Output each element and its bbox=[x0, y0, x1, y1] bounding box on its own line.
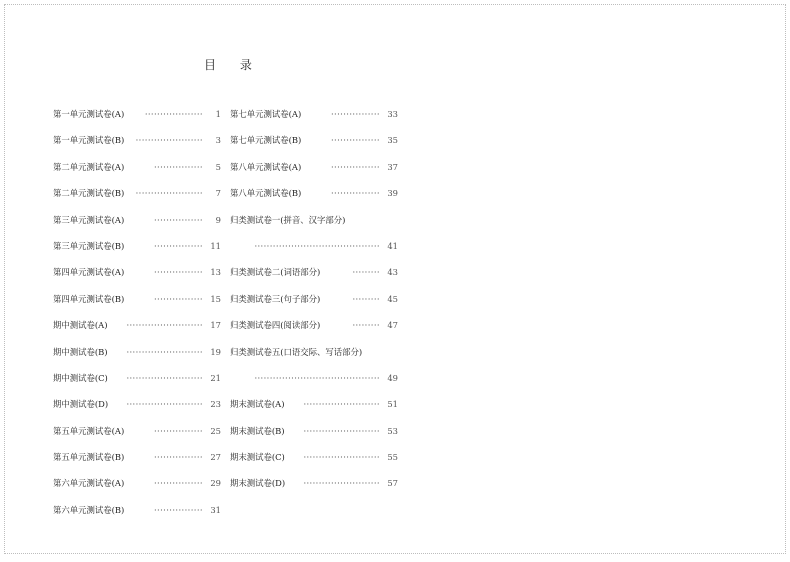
toc-entry-page-number: 21 bbox=[210, 372, 221, 383]
leader-dots: ························· bbox=[303, 399, 380, 410]
leader-dots: ········· bbox=[352, 293, 380, 304]
toc-entry-label: 归类测试卷三(句子部分) bbox=[230, 293, 321, 304]
toc-entry-leader bbox=[254, 239, 398, 253]
toc-entry-label: 归类测试卷一(拼音、汉字部分) bbox=[230, 214, 346, 225]
toc-entry-leader bbox=[352, 292, 398, 306]
toc-entry[interactable] bbox=[230, 424, 398, 450]
leader-dots: ······················ bbox=[135, 135, 203, 146]
toc-entry-label: 第一单元测试卷(B) bbox=[53, 135, 125, 146]
leader-dots: ················ bbox=[154, 267, 203, 278]
toc-entry-page-number: 41 bbox=[387, 240, 398, 251]
toc-entry-leader bbox=[303, 397, 398, 411]
toc-entry-label: 第二单元测试卷(B) bbox=[53, 188, 125, 199]
leader-dots: ················ bbox=[331, 135, 380, 146]
leader-dots: ················ bbox=[154, 452, 203, 463]
toc-entry-page-number: 35 bbox=[387, 135, 398, 146]
leader-dots: ················ bbox=[154, 161, 203, 172]
toc-entry[interactable] bbox=[230, 318, 398, 344]
leader-dots: ················ bbox=[154, 504, 203, 515]
toc-entry-page-number: 37 bbox=[387, 161, 398, 172]
toc-entry[interactable] bbox=[53, 265, 221, 291]
toc-entry-page-number: 29 bbox=[210, 478, 221, 489]
toc-entry-page-number: 33 bbox=[387, 109, 398, 119]
toc-entry[interactable] bbox=[53, 476, 221, 502]
leader-dots: ························· bbox=[126, 399, 203, 410]
toc-entry-page-number: 55 bbox=[387, 452, 398, 463]
toc-entry[interactable] bbox=[53, 133, 221, 159]
toc-entry[interactable] bbox=[53, 292, 221, 318]
leader-dots: ························· bbox=[303, 478, 380, 489]
toc-entry[interactable] bbox=[53, 345, 221, 371]
toc-entry[interactable] bbox=[53, 239, 221, 265]
toc-entry-leader bbox=[154, 450, 221, 464]
toc-entry-leader bbox=[331, 133, 398, 147]
toc-entry-label: 第一单元测试卷(A) bbox=[53, 109, 125, 119]
toc-entry-page-number: 7 bbox=[215, 188, 221, 199]
toc-entry-leader bbox=[303, 424, 398, 438]
toc-entry-label: 第二单元测试卷(A) bbox=[53, 161, 125, 172]
toc-entry-label: 期末测试卷(C) bbox=[230, 452, 285, 463]
leader-dots: ················ bbox=[331, 188, 380, 199]
toc-entry[interactable] bbox=[53, 424, 221, 450]
toc-entry[interactable] bbox=[230, 397, 398, 423]
leader-dots: ························· bbox=[303, 425, 380, 436]
leader-dots: ················ bbox=[154, 214, 203, 225]
toc-entry-page-number: 19 bbox=[210, 346, 221, 357]
toc-entry-page-number: 31 bbox=[210, 504, 221, 515]
toc-entry[interactable] bbox=[53, 186, 221, 212]
toc-entry[interactable] bbox=[230, 213, 398, 239]
leader-dots: ········································· bbox=[254, 372, 380, 383]
toc-entry-label: 期中测试卷(A) bbox=[53, 320, 108, 331]
toc-entry-page-number: 11 bbox=[210, 240, 221, 251]
leader-dots: ······················ bbox=[135, 188, 203, 199]
toc-entry-label: 第七单元测试卷(B) bbox=[230, 135, 302, 146]
toc-entry-label: 第八单元测试卷(A) bbox=[230, 161, 302, 172]
toc-entry-label: 第三单元测试卷(B) bbox=[53, 240, 125, 251]
toc-entry-page-number: 17 bbox=[210, 320, 221, 331]
toc-entry-leader bbox=[126, 371, 221, 385]
toc-entry-page-number: 5 bbox=[215, 161, 221, 172]
toc-entry-page-number: 53 bbox=[387, 425, 398, 436]
toc-entry-leader bbox=[154, 213, 221, 227]
toc-entry-leader bbox=[136, 133, 221, 147]
toc-entry-label: 归类测试卷五(口语交际、写话部分) bbox=[230, 346, 363, 357]
toc-entry-label: 第五单元测试卷(B) bbox=[53, 452, 125, 463]
toc-entry[interactable] bbox=[230, 265, 398, 291]
leader-dots: ········································· bbox=[254, 240, 380, 251]
toc-entry-leader bbox=[303, 450, 398, 464]
leader-dots: ········· bbox=[352, 320, 380, 331]
toc-entry-page-number: 51 bbox=[387, 399, 398, 410]
toc-entry-leader bbox=[380, 345, 398, 359]
toc-entry-leader bbox=[126, 397, 221, 411]
toc-column-left bbox=[53, 107, 221, 529]
toc-entry-label: 期中测试卷(B) bbox=[53, 346, 108, 357]
toc-entry-label: 期中测试卷(D) bbox=[53, 399, 109, 410]
toc-entry[interactable] bbox=[230, 107, 398, 133]
toc-title: 目 录 bbox=[204, 58, 262, 72]
toc-entry[interactable] bbox=[230, 186, 398, 212]
toc-entry-leader bbox=[154, 160, 221, 174]
toc-entry[interactable] bbox=[230, 345, 398, 371]
toc-entry-leader bbox=[154, 292, 221, 306]
toc-entry-label: 第五单元测试卷(A) bbox=[53, 425, 125, 436]
leader-dots: ················ bbox=[331, 161, 380, 172]
toc-entry-leader bbox=[154, 265, 221, 279]
toc-entry[interactable] bbox=[53, 318, 221, 344]
toc-entry-label: 期中测试卷(C) bbox=[53, 372, 108, 383]
toc-entry-leader bbox=[380, 213, 398, 227]
toc-entry[interactable] bbox=[53, 450, 221, 476]
leader-dots: ························· bbox=[126, 346, 203, 357]
toc-entry-page-number: 13 bbox=[210, 267, 221, 278]
toc-column-right bbox=[230, 107, 398, 503]
toc-entry-page-number: 39 bbox=[387, 188, 398, 199]
toc-entry-label: 第七单元测试卷(A) bbox=[230, 109, 302, 119]
toc-entry[interactable] bbox=[230, 160, 398, 186]
toc-entry-label: 第三单元测试卷(A) bbox=[53, 214, 125, 225]
leader-dots: ········· bbox=[352, 267, 380, 278]
toc-entry-page-number: 3 bbox=[215, 135, 221, 146]
toc-entry-label: 期末测试卷(B) bbox=[230, 425, 285, 436]
leader-dots: ················ bbox=[154, 478, 203, 489]
toc-entry-leader bbox=[254, 371, 398, 385]
toc-entry-page-number: 49 bbox=[387, 372, 398, 383]
toc-entry-label: 第四单元测试卷(A) bbox=[53, 267, 125, 278]
toc-entry-label: 期末测试卷(A) bbox=[230, 399, 285, 410]
toc-entry-leader bbox=[352, 265, 398, 279]
leader-dots: ························· bbox=[126, 320, 203, 331]
toc-entry-leader bbox=[331, 186, 398, 200]
toc-entry-leader bbox=[126, 345, 221, 359]
leader-dots: ················ bbox=[154, 240, 203, 251]
toc-entry-leader bbox=[145, 107, 221, 121]
toc-entry-page-number: 43 bbox=[387, 267, 398, 278]
leader-dots: ················ bbox=[154, 425, 203, 436]
toc-entry[interactable] bbox=[230, 292, 398, 318]
toc-entry-label: 第八单元测试卷(B) bbox=[230, 188, 302, 199]
toc-entry-label: 第六单元测试卷(B) bbox=[53, 504, 125, 515]
leader-dots: ··················· bbox=[144, 109, 203, 119]
toc-entry-page-number: 47 bbox=[387, 320, 398, 331]
toc-entry-leader bbox=[303, 476, 398, 490]
toc-entry-leader bbox=[154, 476, 221, 490]
leader-dots: ························· bbox=[126, 372, 203, 383]
toc-entry-page-number: 23 bbox=[210, 399, 221, 410]
toc-entry-leader bbox=[154, 424, 221, 438]
leader-dots: ················ bbox=[154, 293, 203, 304]
toc-entry-leader bbox=[154, 239, 221, 253]
leader-dots: ················ bbox=[331, 109, 380, 119]
toc-entry-page-number: 27 bbox=[210, 452, 221, 463]
toc-entry-leader bbox=[154, 503, 221, 517]
toc-entry-leader bbox=[352, 318, 398, 332]
document-page bbox=[4, 4, 786, 554]
toc-entry-page-number: 25 bbox=[210, 425, 221, 436]
toc-entry-label: 归类测试卷二(词语部分) bbox=[230, 267, 321, 278]
toc-entry-page-number: 1 bbox=[215, 109, 221, 119]
toc-entry-label: 期末测试卷(D) bbox=[230, 478, 286, 489]
toc-entry-leader bbox=[136, 186, 221, 200]
leader-dots: ························· bbox=[303, 452, 380, 463]
toc-entry[interactable] bbox=[53, 107, 221, 133]
toc-entry-leader bbox=[126, 318, 221, 332]
toc-entry-page-number: 45 bbox=[387, 293, 398, 304]
toc-entry[interactable] bbox=[230, 450, 398, 476]
toc-entry-page-number: 9 bbox=[215, 214, 221, 225]
toc-entry[interactable] bbox=[230, 133, 398, 159]
toc-entry[interactable] bbox=[230, 476, 398, 502]
toc-entry[interactable] bbox=[53, 213, 221, 239]
toc-entry-label: 第四单元测试卷(B) bbox=[53, 293, 125, 304]
toc-entry-page-number: 57 bbox=[387, 478, 398, 489]
toc-entry[interactable] bbox=[53, 371, 221, 397]
toc-entry[interactable] bbox=[53, 160, 221, 186]
toc-entry-leader bbox=[331, 107, 398, 121]
toc-entry[interactable] bbox=[230, 371, 398, 397]
toc-entry[interactable] bbox=[53, 503, 221, 529]
toc-entry-page-number: 15 bbox=[210, 293, 221, 304]
toc-entry[interactable] bbox=[230, 239, 398, 265]
toc-entry-label: 归类测试卷四(阅读部分) bbox=[230, 320, 321, 331]
toc-entry-label: 第六单元测试卷(A) bbox=[53, 478, 125, 489]
toc-entry[interactable] bbox=[53, 397, 221, 423]
toc-entry-leader bbox=[331, 160, 398, 174]
